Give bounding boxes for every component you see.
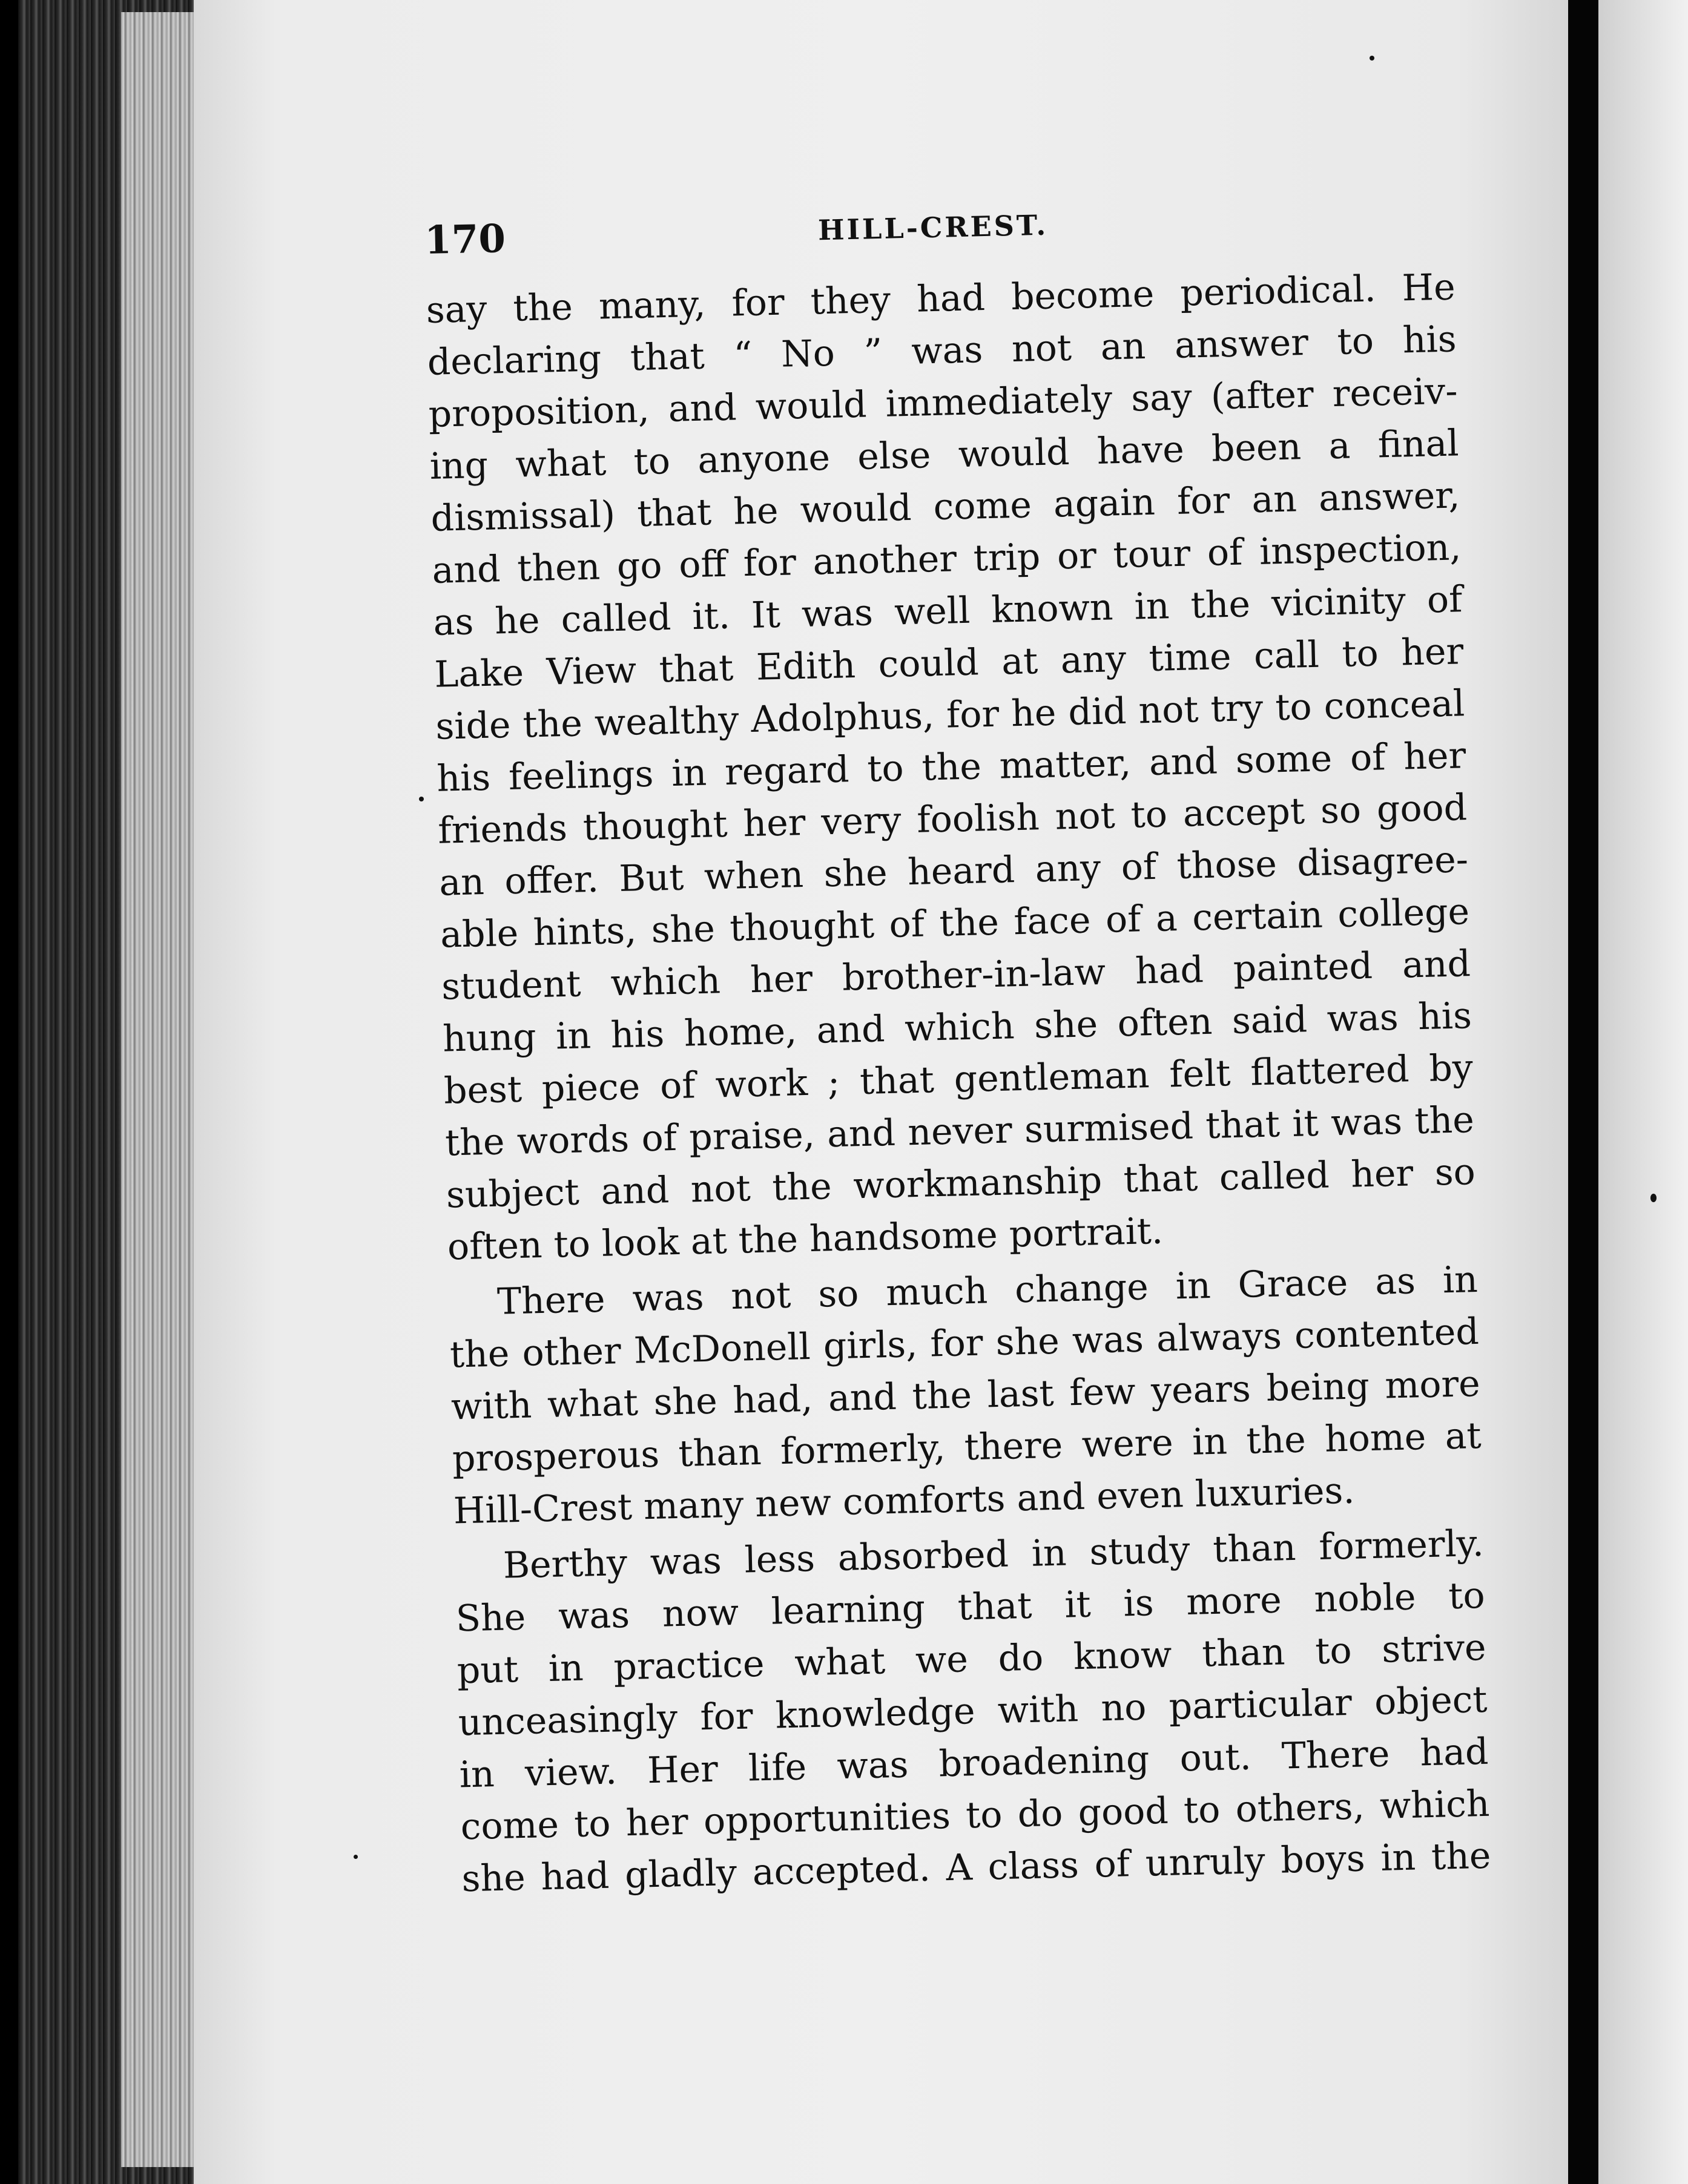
text-line: with what she had, and the last few years being more [450,1362,1481,1429]
text-line: proposition, and would immediately say (after receiv- [428,370,1459,436]
text-line: side the wealthy Adolphus, for he did not try to conceal [435,682,1465,748]
scan-speck [419,797,424,801]
text-line: often to look at the handsome portrait. [447,1209,1164,1269]
text-line: Berthy was less absorbed in study than formerly. [503,1522,1485,1587]
scan-speck [1650,1194,1657,1202]
text-line: declaring that “ No ” was not an answer to his [427,318,1457,384]
text-line: the words of praise, and never surmised that it was the [444,1099,1475,1165]
text-line: friends thought her very foolish not to accept so good [437,786,1468,852]
text-line: and then go off for another trip or tour of inspection, [431,526,1462,592]
text-line: come to her opportunities to do good to others, which [460,1782,1491,1849]
text-line: subject and not the workmanship that called her so [446,1151,1476,1217]
page-number: 170 [424,215,506,263]
paragraph-1 [426,260,1526,1274]
text-line: There was not so much change in Grace as in [496,1258,1479,1323]
text-line: she had gladly accepted. A class of unruly boys in the [461,1834,1492,1901]
text-line: in view. Her life was broadening out. There had [459,1730,1489,1797]
text-line: Hill-Crest many new comforts and even luxuries. [453,1469,1356,1533]
text-line: the other McDonell girls, for she was always contented [449,1310,1480,1377]
text-line: She was now learning that it is more noble to [455,1574,1486,1640]
book-gutter [1568,0,1598,2184]
text-line: dismissal) that he would come again for an answer, [430,474,1461,540]
facing-page-sliver [1598,0,1688,2184]
text-line: prosperous than formerly, there were in the home at [452,1414,1482,1481]
text-line: hung in his home, and which she often said was his [442,995,1472,1061]
scan-speck [354,1855,358,1859]
text-line: Lake View that Edith could at any time call to her [434,630,1464,696]
text-line: ing what to anyone else would have been a final [429,422,1460,488]
text-line: an offer. But when she heard any of those disagree- [438,838,1469,904]
text-line: student which her brother-in-law had painted and [441,942,1471,1008]
text-line: able hints, she thought of the face of a certain college [440,890,1470,956]
text-line: as he called it. It was well known in the vicinity of [432,578,1463,644]
text-line: unceasingly for knowledge with no particular object [458,1678,1488,1745]
text-line: say the many, for they had become periodical. He [426,266,1456,332]
paragraph-3 [454,1516,1540,1905]
paragraph-2 [448,1252,1531,1537]
page-text-block [424,182,1540,1906]
text-line: best piece of work ; that gentleman felt flattered by [443,1047,1474,1113]
text-line: his feelings in regard to the matter, and some of her [436,734,1466,800]
text-line: put in practice what we do know than to strive [457,1626,1487,1692]
running-title: HILL-CREST. [817,208,1049,247]
scan-speck [1370,56,1374,61]
